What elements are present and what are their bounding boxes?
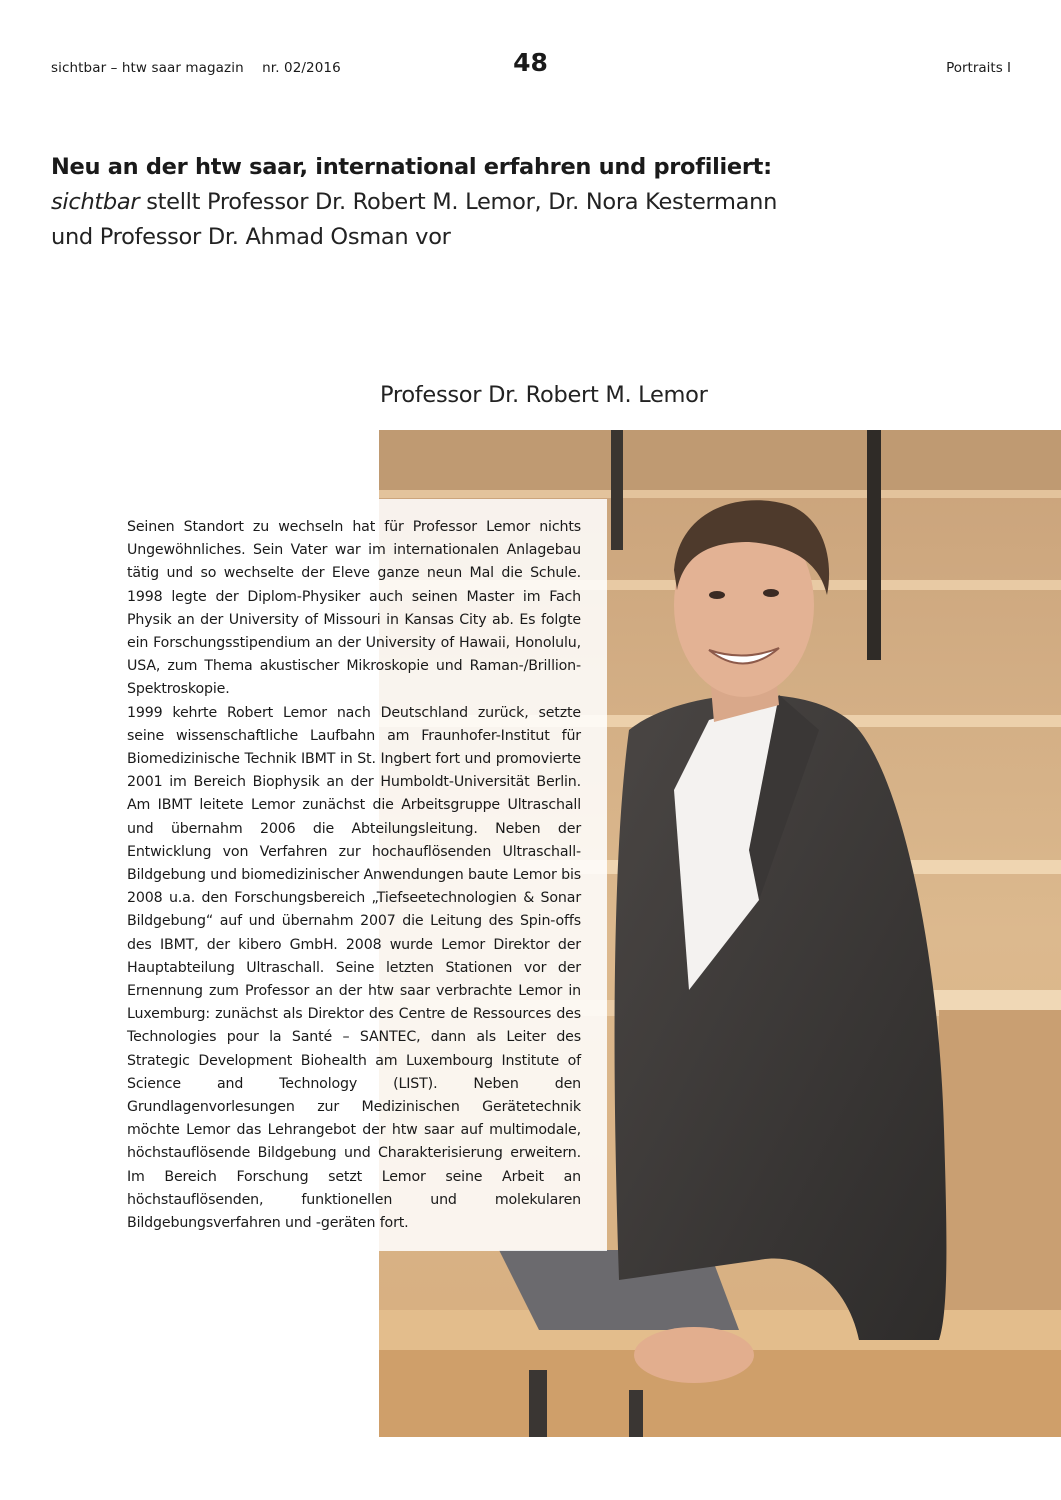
portrait-body-text xyxy=(127,516,581,1235)
paragraph-1: Seinen Standort zu wechseln hat für Professor Lemor nichts Ungewöhnliches. Sein Vater war im internationalen Anlagebau tätig und so wechselte der Eleve ganze neun Mal die Schule. 1998 legte der Diplom-Physiker auch seinen Master im Fach Physik an der University of Missouri in Kansas City ab. Es folgte ein Forschungsstipendium an der University of Hawaii, Honolulu, USA, zum Thema akustischer Mikroskopie und Raman-/Brillion-Spektroskopie. xyxy=(127,519,581,698)
page-number: 48 xyxy=(513,48,548,77)
headline-italic-word: sichtbar xyxy=(51,189,140,215)
section-label: Portraits I xyxy=(946,60,1011,76)
paragraph-2: 1999 kehrte Robert Lemor nach Deutschland zurück, setzte seine wissenschaftliche Laufbahn am Fraunhofer-Institut für Biomedizinische Technik IBMT in St. Ingbert fort und promovierte 2001 im Bereich Biophysik an der Humboldt-Universität Berlin. Am IBMT leitete Lemor zunächst die Arbeitsgruppe Ultraschall und übernahm 2006 die Abteilungsleitung. Neben der Entwicklung von Verfahren zur hochauflösenden Ultraschall-Bildgebung und biomedizinischer Anwendungen baute Lemor bis 2008 u.a. den Forschungsbereich „Tiefseetechnologien & Sonar Bildgebung“ auf und übernahm 2007 die Leitung des Spin-offs des IBMT, der kibero GmbH. 2008 wurde Lemor Direktor der Hauptabteilung Ultraschall. Seine letzten Stationen vor der Ernennung zum Professor an der htw saar verbrachte Lemor in Luxemburg: zunächst als Direktor des Centre de Ressources des Technologies pour la Santé – SANTEC, dann als Leiter des Strategic Development Biohealth am Luxembourg Institute of Science and Technology (LIST). Neben den Grundlagenvorlesungen zur Medizinischen Gerätetechnik möchte Lemor das Lehrangebot der htw saar auf multimodale, höchstauflösende Bildgebung und Charakterisierung erweitern. Im Bereich Forschung setzt Lemor seine Arbeit an höchstauflösenden, funktionellen und molekularen Bildgebungsverfahren und -geräten fort. xyxy=(127,704,581,1232)
portrait-name: Professor Dr. Robert M. Lemor xyxy=(380,382,708,408)
headline-line-2 xyxy=(51,185,851,220)
page-headline xyxy=(51,150,851,255)
headline-line-3: und Professor Dr. Ahmad Osman vor xyxy=(51,224,451,250)
headline-line-1: Neu an der htw saar, international erfahren und profiliert: xyxy=(51,154,772,180)
magazine-header xyxy=(51,60,341,76)
magazine-title: sichtbar – htw saar magazin xyxy=(51,60,244,76)
issue-number: nr. 02/2016 xyxy=(262,60,341,76)
headline-line-2-rest: stellt Professor Dr. Robert M. Lemor, Dr. Nora Kestermann xyxy=(139,189,778,215)
